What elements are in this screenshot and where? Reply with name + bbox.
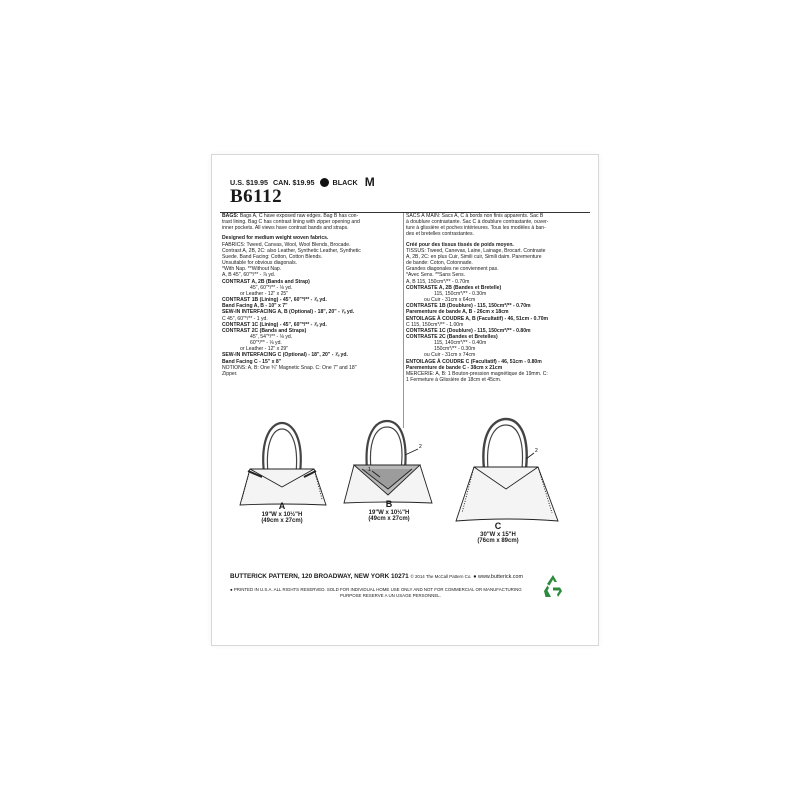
yardage-1: CONTRAST A, 2B (Bands and Strap) <box>222 278 310 285</box>
yardage-10: 45", 54"*/** - ⅛ yd. <box>250 333 293 340</box>
yardage-6: SEW-IN INTERFACING A, B (Optional) - 18", 20" - ⅞ yd. <box>222 309 355 316</box>
yardage-0: A, B 45", 60"*/** - ⅞ yd. <box>222 272 276 279</box>
sacs-text-1: SACS À MAIN: Sacs A, C à bords non finis apparents. Sac B <box>406 213 544 219</box>
metrage-16: 1 Fermeture à Glissière de 18cm et 45cm. <box>406 377 502 384</box>
yardage-3: or Leather - 12" x 25" <box>240 290 289 297</box>
fabrics-2: Contrast A, 2B, 2C: also Leather, Synthetic Leather, Synthetic <box>222 247 361 254</box>
bag-illustrations <box>212 417 598 567</box>
view-c-label: C 30"W x 15"H (76cm x 89cm) <box>477 521 519 545</box>
can-price: CAN. $19.95 <box>272 177 315 187</box>
us-price: U.S. $19.95 <box>230 177 268 187</box>
metrage-11: 150cm*/** - 0.30m <box>434 346 476 353</box>
yardage-9: CONTRAST 2C (Bands and Straps) <box>222 327 307 334</box>
tissus-3: de bande: Coton, Cotonnade. <box>406 260 473 267</box>
metrage-13: ENTOILAGE À COUDRE C (Facultatif) - 46, 51cm - 0.80m <box>406 358 542 365</box>
metrage-5: Parementure de bande A, B - 26cm x 18cm <box>406 309 509 316</box>
footer-address-line <box>230 573 523 580</box>
bag-a-drawing <box>240 423 326 505</box>
english-column <box>222 213 402 377</box>
metrage-12: ou Cuir - 31cm x 74cm <box>424 352 476 359</box>
metrage-15: MERCERIE: A, B: 1 Bouton-pression magnétique de 19mm. C: <box>406 370 548 377</box>
metrage-8: CONTRASTE 1C (Doublure) - 115, 150cm*/** - 0.80m <box>406 327 531 334</box>
bag-b-drawing <box>344 421 432 503</box>
metrage-0: A, B 115, 150cm*/** - 0.70m <box>406 278 470 285</box>
yardage-2: 45", 60"*/** - ⅛ yd. <box>250 284 293 291</box>
tissus-5: *Avec Sens. **Sans Sens. <box>406 272 466 279</box>
yardage-14: Band Facing C - 15" x 8" <box>222 358 282 365</box>
fabrics-5: *With Nap. **Without Nap. <box>222 266 282 273</box>
copyright: © 2014 The McCall Pattern Co. <box>410 574 472 579</box>
tissus-1: TISSUS: Tweed, Canevas, Laine, Lainage, Brocart. Contraste <box>406 247 546 254</box>
printed-notice: ● PRINTED IN U.S.A. ALL RIGHTS RESERVED. SOLD FOR INDIVIDUAL HOME USE ONLY AND NOT FOR COMMERCIAL OR MANUFACTURING <box>230 587 522 592</box>
color-label: BLACK <box>332 177 358 187</box>
bag-c-drawing <box>456 419 558 521</box>
designed-for: Designed for medium weight woven fabrics. <box>222 235 329 242</box>
callout-c-2: 2 <box>535 448 538 454</box>
fabrics-1: FABRICS: Tweed, Canvas, Wool, Wool Blends, Brocade. <box>222 241 351 248</box>
footer-notice <box>230 587 522 599</box>
yardage-4: CONTRAST 1B (Lining) - 45", 60"*/** - ⅞ yd. <box>222 297 327 304</box>
metrage-9: CONTRASTE 2C (Bandes et Bretelles) <box>406 333 498 340</box>
french-column <box>406 213 594 383</box>
metrage-3: ou Cuir - 31cm x 64cm <box>424 297 476 304</box>
bags-text-2: trast lining. Bag C has contrast lining with zipper opening and <box>222 219 360 226</box>
metrage-2: 115, 150cm*/** - 0.30m <box>434 290 487 297</box>
tissus-2: A, 2B, 2C: en plus Cuir, Simili cuir, Simili daim. Parementure <box>406 253 542 260</box>
fabrics-4: Unsuitable for obvious diagonals. <box>222 260 298 267</box>
metrage-7: C 115, 150cm*/** - 1.00m <box>406 321 464 328</box>
sacs-text-4: des et bretelles contrastantes. <box>406 231 474 238</box>
cree-pour: Créé pour des tissus tissés de poids moyen. <box>406 241 514 248</box>
black-dot-icon <box>320 178 329 187</box>
sacs-text-2: à doublure contrastante. Sac C à doublure contrastante, ouver- <box>406 219 549 226</box>
address: BUTTERICK PATTERN, 120 BROADWAY, NEW YORK 10271 <box>230 573 409 580</box>
yardage-11: 60"*/** - ⅛ yd. <box>250 340 282 347</box>
metrage-6: ENTOILAGE À COUDRE A, B (Facultatif) - 46, 51cm - 0.70m <box>406 315 549 322</box>
metrage-14: Parementure de bande C - 38cm x 21cm <box>406 364 503 371</box>
website: ● www.butterick.com <box>473 574 523 580</box>
yardage-8: CONTRAST 1C (Lining) - 45", 60"*/** - ⅞ yd. <box>222 321 327 328</box>
pattern-envelope-back <box>212 155 598 645</box>
yardage-15: NOTIONS: A, B: One ¾" Magnetic Snap. C: One 7" and 18" <box>222 364 357 371</box>
pattern-number: B6112 <box>230 186 283 207</box>
bags-text-3: inner pockets. All views have contrast bands and straps. <box>222 225 349 232</box>
yardage-13: SEW-IN INTERFACING C (Optional) - 18", 20" - ⅞ yd. <box>222 352 348 359</box>
yardage-7: C 45", 60"*/** - 1 yd. <box>222 315 268 322</box>
view-b-label: B 19"W x 10½"H (49cm x 27cm) <box>368 499 410 523</box>
metrage-4: CONTRASTE 1B (Doublure) - 115, 150cm*/** - 0.70m <box>406 303 531 310</box>
fabrics-3: Suede. Band Facing: Cotton, Cotton Blends. <box>222 253 323 260</box>
recycle-icon <box>540 573 566 599</box>
purpose-notice: PURPOSE RESERVE A UN USAGE PERSONNEL. <box>340 593 441 598</box>
callout-b-1: 1 <box>368 467 371 473</box>
bags-text-1: BAGS: Bags A, C have exposed raw edges. Bag B has con- <box>222 213 359 219</box>
metrage-1: CONTRASTE A, 2B (Bandes et Bretelle) <box>406 284 502 291</box>
yardage-12: or Leather - 12" x 29" <box>240 346 289 353</box>
view-a-label: A 19"W x 10½"H (49cm x 27cm) <box>261 501 303 525</box>
yardage-5: Band Facing A, B - 10" x 7" <box>222 303 288 310</box>
size-code: M <box>364 175 375 189</box>
tissus-4: Grandes diagonales ne conviennent pas. <box>406 266 499 273</box>
sacs-text-3: ture à glissière et poches intérieures. Tous les modèles à ban- <box>406 225 546 232</box>
column-divider <box>403 213 404 428</box>
callout-b-2: 2 <box>419 444 422 450</box>
yardage-16: Zipper. <box>222 370 238 377</box>
metrage-10: 115, 140cm*/** - 0.40m <box>434 340 487 347</box>
